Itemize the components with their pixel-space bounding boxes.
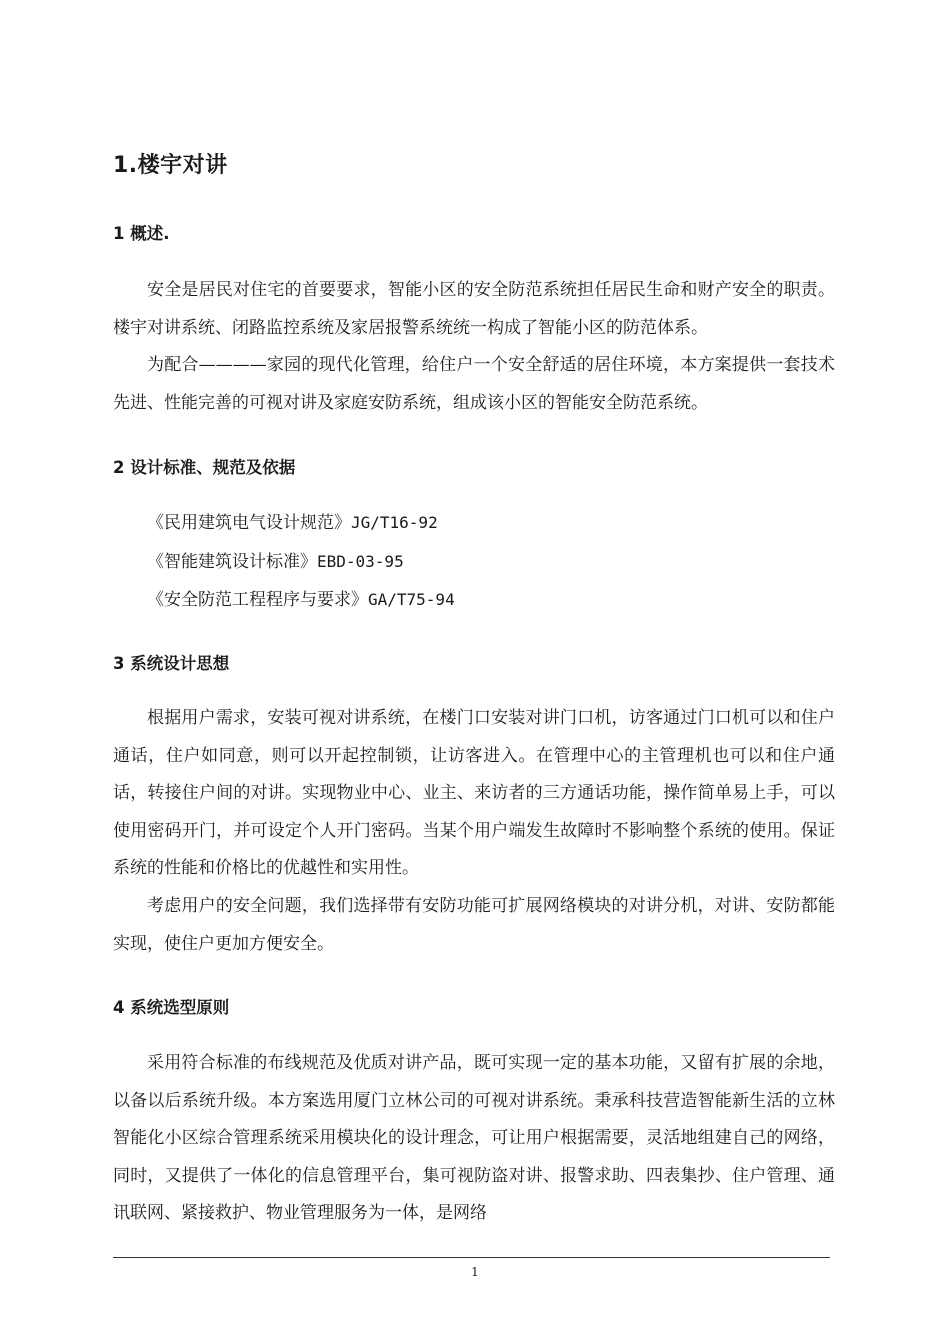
standard-item — [147, 581, 455, 620]
design-concept-paragraph-1: 根据用户需求，安装可视对讲系统，在楼门口安装对讲门口机，访客通过门口机可以和住户通话，住户如同意，则可以开起控制锁，让访客进入。在管理中心的主管理机也可以和住户通话，转接住户间的对讲。实现物业中心、业主、来访者的三方通话功能，操作简单易上手，可以使用密码开门，并可设定个人开门密码。当某个用户端发生故障时不影响整个系统的使用。保证系统的性能和价格比的优越性和实用性。 — [113, 708, 835, 878]
page-number: 1 — [471, 1265, 479, 1279]
overview-paragraph-1: 安全是居民对住宅的首要要求，智能小区的安全防范系统担任居民生命和财产安全的职责。楼宇对讲系统、闭路监控系统及家居报警系统统一构成了智能小区的防范体系。 — [113, 280, 835, 338]
footer-divider — [113, 1257, 830, 1258]
standard-code: JG/T16-92 — [351, 513, 438, 532]
selection-principle-paragraph-1: 采用符合标准的布线规范及优质对讲产品，既可实现一定的基本功能，又留有扩展的余地，以备以后系统升级。本方案选用厦门立林公司的可视对讲系统。秉承科技营造智能新生活的立林智能化小区综合管理系统采用模块化的设计理念，可让用户根据需要，灵活地组建自己的网络，同时，又提供了一体化的信息管理平台，集可视防盗对讲、报警求助、四表集抄、住户管理、通讯联网、紧接救护、物业管理服务为一体，是网络 — [113, 1053, 835, 1223]
standard-name: 《民用建筑电气设计规范》 — [147, 513, 351, 533]
section-heading-design-concept: 3 系统设计思想 — [113, 654, 230, 673]
section-heading-selection-principle: 4 系统选型原则 — [113, 998, 230, 1017]
section-heading-overview: 1 概述. — [113, 224, 170, 243]
overview-paragraph-2: 为配合————家园的现代化管理，给住户一个安全舒适的居住环境，本方案提供一套技术先进、性能完善的可视对讲及家庭安防系统，组成该小区的智能安全防范系统。 — [113, 355, 835, 413]
standard-code: GA/T75-94 — [368, 590, 455, 609]
document-title: 1.楼宇对讲 — [113, 153, 228, 178]
standards-list — [147, 504, 455, 620]
standard-code: EBD-03-95 — [317, 551, 404, 571]
standard-item — [147, 543, 455, 582]
standard-name: 《智能建筑设计标准》 — [147, 551, 317, 572]
section-heading-standards: 2 设计标准、规范及依据 — [113, 458, 296, 477]
design-concept-paragraph-2: 考虑用户的安全问题，我们选择带有安防功能可扩展网络模块的对讲分机，对讲、安防都能实现，使住户更加方便安全。 — [113, 896, 835, 954]
standard-item — [147, 504, 455, 543]
standard-name: 《安全防范工程程序与要求》 — [147, 590, 368, 610]
